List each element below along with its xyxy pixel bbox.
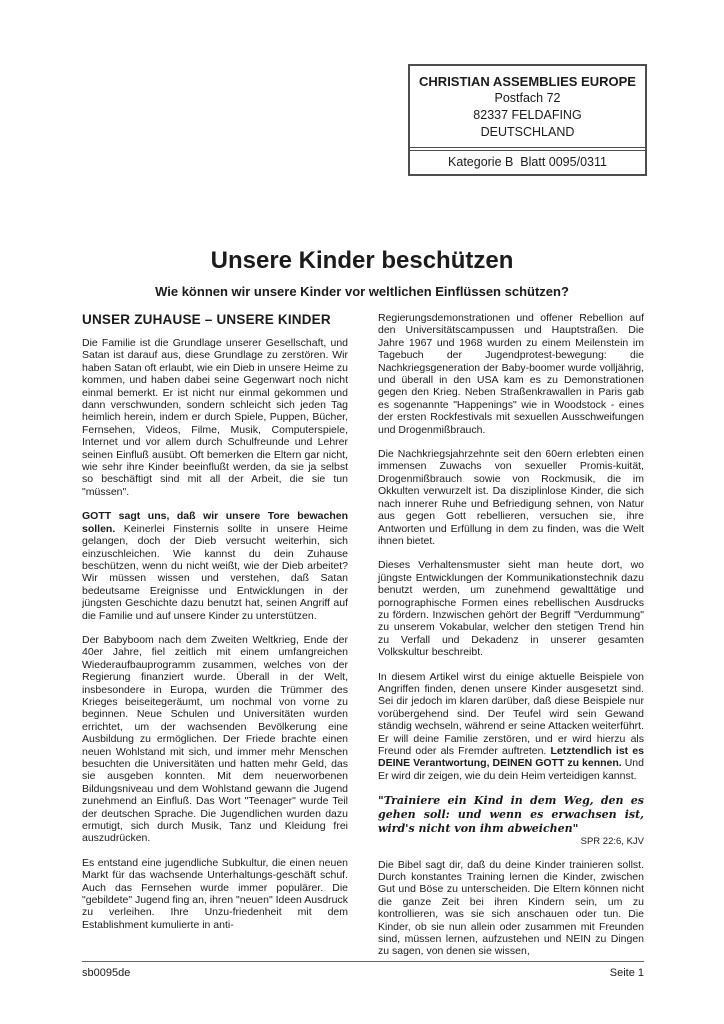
text-run: Es entstand eine jugendliche Subkultur, die einen neuen Markt für das wachsende Unterhaltungs-geschäft schuf. Auch das Fernsehen wurde immer populärer. Die "gebildete" Jugend fing an, ihren "neuen" Ideen Ausdruck zu verleihen. Ihre Unzu-friedenheit mit dem Establishment kumulierte in anti-	[82, 856, 348, 931]
paragraph	[378, 559, 644, 658]
text-run: Die Bibel sagt dir, daß du deine Kinder trainieren sollst. Durch konstantes Training lernen die Kinder, zwischen Gut und Böse zu unterscheiden. Die Eltern können nicht die ganze Zeit bei ihren Kindern sein, um zu kontrollieren, was sie sich anschauen oder tun. Die Kinder, ob sie nun allein oder zusammen mit Freunden sind, müssen lernen, aufzustehen und NEIN zu Dingen zu sagen, von denen sie wissen,	[378, 858, 644, 958]
page-title: Unsere Kinder beschützen	[210, 247, 514, 274]
paragraph	[378, 859, 644, 958]
letterhead-box	[408, 64, 647, 176]
section-heading: UNSER ZUHAUSE – UNSERE KINDER	[82, 312, 331, 327]
page-footer	[82, 961, 644, 979]
address-line: Postfach 72	[494, 91, 561, 105]
text-run: In diesem Artikel wirst du einige aktuelle Beispiele von Angriffen finden, denen unsere Kinder ausgesetzt sind. Sei dir jedoch im klaren darüber, daß diese Beispiele nur vorübergehend sind. Der Teufel wird sein Gewand ständig wechseln, während er seine Attacken weiterführt. Er will deine Familie zerstören, und er wird hierzu als Freund oder als Fremder auftreten.	[378, 670, 644, 757]
address-line: 82337 FELDAFING	[473, 108, 582, 122]
scripture-quote: "Trainiere ein Kind in dem Weg, den es gehen soll: und wenn es erwachsen ist, wird's nicht von ihm abweichen"	[378, 794, 644, 835]
text-run: Die Familie ist die Grundlage unserer Gesellschaft, und Satan ist darauf aus, diese Grundlage zu zerstören. Wir haben Satan oft erlaubt, wie ein Dieb in unsere Heime zu kommen, und haben dabei seine Gegenwart noch nicht einmal bemerkt. Er ist nicht nur einmal gekommen und dann verschwunden, sondern schleicht sich jeden Tag heimlich herein, indem er durch Spiele, Puppen, Bücher, Fernsehen, Videos, Filme, Musik, Computerspiele, Internet und vor allem durch Schulfreunde und Lehrer seinen Einfluß ausübt. Oft bemerken die Eltern gar nicht, wie sehr ihre Kinder beeinflußt werden, da sie ja selbst so beschäftigt sind mit all der Arbeit, die sie tun "müssen".	[82, 337, 348, 498]
paragraph	[378, 671, 644, 783]
paragraph	[82, 337, 348, 498]
bold-text: Letztendlich ist es DEINE Verantwortung, DEINEN GOTT zu kennen.	[378, 745, 644, 770]
bold-text: GOTT sagt uns, daß wir unsere Tore bewachen sollen.	[82, 510, 348, 535]
category-line: Kategorie B Blatt 0095/0311	[410, 150, 645, 174]
text-run: Keinerlei Finsternis sollte in unsere Heime gelangen, doch der Dieb versucht weiterhin, sich einzuschleichen. Wie kannst du dein Zuhause beschützen, wenn du nicht weißt, wie der Dieb arbeitet? Wir müssen wissen und verstehen, daß Satan bedeutsame Ereignisse und Entwicklungen in der jüngsten Geschichte dazu benutzt hat, seinen Angriff auf die Familie und auf unsere Kinder zu unterstützen.	[82, 522, 348, 622]
org-name: CHRISTIAN ASSEMBLIES EUROPE	[419, 74, 636, 89]
address-lines	[414, 90, 641, 141]
paragraph	[82, 510, 348, 622]
paragraph	[82, 634, 348, 845]
footer-doc-id: sb0095de	[82, 967, 131, 979]
footer-page-number: Seite 1	[609, 967, 644, 979]
page-subtitle: Wie können wir unsere Kinder vor weltlichen Einflüssen schützen?	[155, 284, 569, 299]
left-column	[82, 312, 348, 970]
paragraph	[378, 448, 644, 547]
text-run: Regierungsdemonstrationen und offener Rebellion auf den Universitätscampussen und Hauptstraßen. Die Jahre 1967 und 1968 wurden zu einem Meilenstein im Tagebuch der Jugendprotest-bewegung: die Nachkriegsgeneration der Baby-boomer wurde volljährig, und überall in den USA kam es zu Demonstrationen gegen den Krieg. Neben Straßenkrawallen in Paris gab es sogenannte "Happenings" wie in Woodstock - eines der ersten Rockfestivals mit sexuellen Ausschweifungen und Drogenmißbrauch.	[378, 312, 644, 436]
paragraph	[378, 312, 644, 436]
right-column	[378, 312, 644, 970]
scripture-reference: SPR 22:6, KJV	[580, 835, 644, 847]
two-column-body	[82, 312, 644, 970]
text-run: Dieses Verhaltensmuster sieht man heute dort, wo jüngste Entwicklungen der Kommunikationstechnik dazu benutzt werden, um zunehmend gewalttätige und pornographische Formen eines rebellischen Ausdrucks zu fördern. Inzwischen gehört der Begriff "Verdummung" zu unserem Vokabular, welcher den stetigen Trend hin zu Verfall und Dekadenz in unserer gesamten Volkskultur beschreibt.	[378, 559, 644, 659]
text-run: Und Er wird dir zeigen, wie du dein Heim verteidigen kannst.	[378, 757, 644, 782]
text-run: Der Babyboom nach dem Zweiten Weltkrieg, Ende der 40er Jahre, fiel zeitlich mit einem umfangreichen Wiederaufbauprogramm zusammen, welches von der Regierung finanziert wurde. Überall in der Welt, insbesondere in Europa, wurden die Trümmer des Krieges beiseitegeräumt, um nochmal von vorne zu beginnen. Neue Schulen und Universitäten wurden errichtet, um der wachsenden Bevölkerung eine Ausbildung zu ermöglichen. Der Friede brachte einen neuen Wohlstand mit sich, und immer mehr Menschen besuchten die Universitäten und hatten mehr Geld, das sie ausgeben konnten. Mit dem neuerworbenen Bildungsniveau und dem Wohlstand gewann die Jugend zunehmend an Einfluß. Das Wort "Teenager" wurde Teil der deutschen Sprache. Die Jugendlichen wurden dazu ermutigt, sich durch Musik, Tanz und Kleidung frei auszudrücken.	[82, 633, 348, 845]
paragraph	[82, 857, 348, 931]
letterhead-address	[410, 66, 645, 148]
address-line: DEUTSCHLAND	[480, 125, 575, 139]
text-run: Die Nachkriegsjahrzehnte seit den 60ern erlebten einen immensen Zuwachs von sexueller Promis-kuität, Drogenmißbrauch sowie von Rockmusik, die im Okkulten verwurzelt ist. Da disziplinlose Kinder, die sich nach innerer Ruhe und Befriedigung sehnen, von Natur aus gegen Gott rebellieren, versuchen sie, ihre Antworten und Erfüllung in dem zu finden, was die Welt ihnen bietet.	[378, 448, 644, 547]
